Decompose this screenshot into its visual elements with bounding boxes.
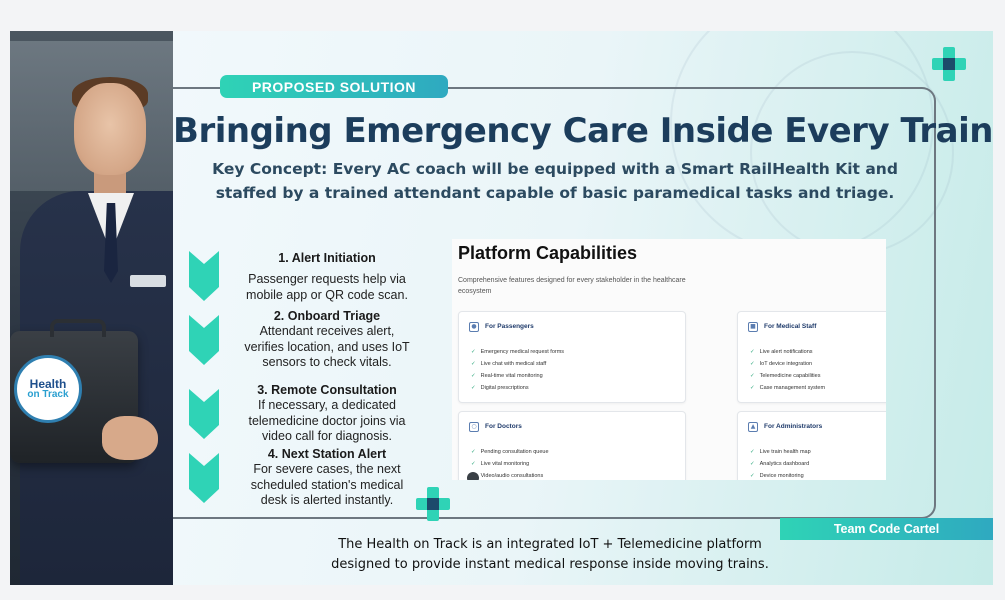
step-text-line: Passenger requests help via: [248, 272, 406, 286]
step-text-line: Attendant receives alert,: [259, 324, 395, 338]
feature-list: [471, 346, 564, 394]
list-item: [471, 382, 564, 394]
list-item: [471, 446, 549, 458]
plus-center: [943, 58, 955, 70]
step-text-line: mobile app or QR code scan.: [246, 287, 408, 302]
check-icon: ✓: [750, 449, 755, 455]
plus-cross-icon: [416, 487, 450, 521]
check-icon: ✓: [750, 349, 755, 355]
step-text-line: For severe cases, the next: [253, 462, 401, 476]
card-for-administrators: [737, 411, 886, 480]
footer-line1: The Health on Track is an integrated IoT + Telemedicine platform: [338, 537, 762, 552]
platform-capabilities-screenshot: [452, 239, 886, 480]
step-title: 2. Onboard Triage: [273, 309, 381, 323]
step-text-line: sensors to check vitals.: [262, 355, 392, 369]
card-title: For Doctors: [485, 423, 522, 430]
feature-text: IoT device integration: [759, 361, 813, 367]
kit-logo-line1: Health: [29, 377, 67, 391]
kit-handle: [50, 319, 106, 337]
card-title: For Passengers: [485, 323, 534, 330]
card-for-passengers: [458, 311, 686, 403]
step-text-line: video call for diagnosis.: [262, 429, 392, 443]
list-item: [471, 470, 549, 480]
feature-list: [750, 446, 811, 480]
check-icon: ✓: [471, 361, 476, 367]
footer-description: [240, 535, 860, 575]
feature-text: Case management system: [759, 385, 826, 391]
photo-name-badge: [130, 275, 166, 287]
check-icon: ✓: [750, 473, 755, 479]
plus-cross-icon: [932, 47, 966, 81]
attendant-photo: [10, 31, 173, 585]
feature-text: Telemedicine capabilities: [759, 373, 821, 379]
plus-center: [427, 498, 439, 510]
list-item: [471, 346, 564, 358]
check-icon: ✓: [750, 385, 755, 391]
key-concept-line2: staffed by a trained attendant capable of basic paramedical tasks and triage.: [215, 184, 895, 202]
feature-text: Pending consultation queue: [480, 449, 549, 455]
footer-line2: designed to provide instant medical response inside moving trains.: [331, 557, 769, 572]
list-item: [471, 370, 564, 382]
card-title: For Medical Staff: [764, 323, 817, 330]
stethoscope-icon: ○: [469, 422, 479, 432]
section-label: PROPOSED SOLUTION: [220, 75, 448, 98]
list-item: [471, 358, 564, 370]
check-icon: ✓: [750, 461, 755, 467]
list-item: [750, 458, 811, 470]
avatar: [467, 472, 479, 480]
page-title: Bringing Emergency Care Inside Every Train: [173, 111, 993, 151]
key-concept: [200, 157, 910, 205]
step-text-line: If necessary, a dedicated: [257, 398, 397, 412]
check-icon: ✓: [471, 373, 476, 379]
chart-icon: ▲: [748, 422, 758, 432]
feature-list: [750, 346, 825, 394]
list-item: [750, 382, 825, 394]
list-item: [750, 370, 825, 382]
feature-text: Live train health map: [759, 449, 811, 455]
feature-text: Analytics dashboard: [759, 461, 810, 467]
step-title: 3. Remote Consultation: [257, 383, 397, 397]
photo-hand: [102, 416, 158, 460]
platform-description: [458, 275, 708, 297]
step-text: [228, 272, 426, 303]
platform-description-line: Comprehensive features designed for every stakeholder in the healthcare: [458, 277, 686, 284]
check-icon: ✓: [471, 349, 476, 355]
check-icon: ✓: [471, 385, 476, 391]
team-label: Team Code Cartel: [780, 518, 993, 540]
feature-list: [471, 446, 549, 480]
step-text: [228, 324, 426, 371]
check-icon: ✓: [750, 361, 755, 367]
check-icon: ✓: [750, 373, 755, 379]
check-icon: ✓: [471, 449, 476, 455]
feature-text: Device monitoring: [759, 473, 804, 479]
list-item: [750, 346, 825, 358]
step-text-line: verifies location, and uses IoT: [244, 339, 410, 354]
photo-head: [74, 83, 146, 175]
step-text-line: telemedicine doctor joins via: [248, 413, 406, 428]
platform-title: Platform Capabilities: [458, 243, 638, 263]
kit-logo-line2: on Track: [27, 389, 69, 400]
card-for-medical-staff: [737, 311, 886, 403]
kit-logo: [14, 355, 82, 423]
step-title: 1. Alert Initiation: [278, 251, 376, 265]
step-text: [228, 462, 426, 509]
users-icon: ●: [469, 322, 479, 332]
key-concept-line1: Key Concept: Every AC coach will be equipped with a Smart RailHealth Kit and: [212, 160, 898, 178]
platform-description-line: ecosystem: [458, 288, 492, 295]
step-text-line: scheduled station's medical: [250, 477, 404, 492]
list-item: [750, 358, 825, 370]
list-item: [750, 470, 811, 480]
feature-text: Live chat with medical staff: [480, 361, 547, 367]
card-for-doctors: [458, 411, 686, 480]
slide: [10, 31, 993, 585]
feature-text: Video/audio consultations: [480, 473, 544, 479]
step-text-line: desk is alerted instantly.: [260, 493, 394, 507]
medical-bag-icon: ■: [748, 322, 758, 332]
step-text: [228, 398, 426, 445]
list-item: [750, 446, 811, 458]
feature-text: Digital prescriptions: [480, 385, 529, 391]
step-title: 4. Next Station Alert: [267, 447, 387, 461]
list-item: [471, 458, 549, 470]
feature-text: Live vital monitoring: [480, 461, 530, 467]
feature-text: Emergency medical request forms: [480, 349, 565, 355]
check-icon: ✓: [471, 461, 476, 467]
feature-text: Live alert notifications: [759, 349, 813, 355]
card-title: For Administrators: [764, 423, 823, 430]
feature-text: Real-time vital monitoring: [480, 373, 543, 379]
